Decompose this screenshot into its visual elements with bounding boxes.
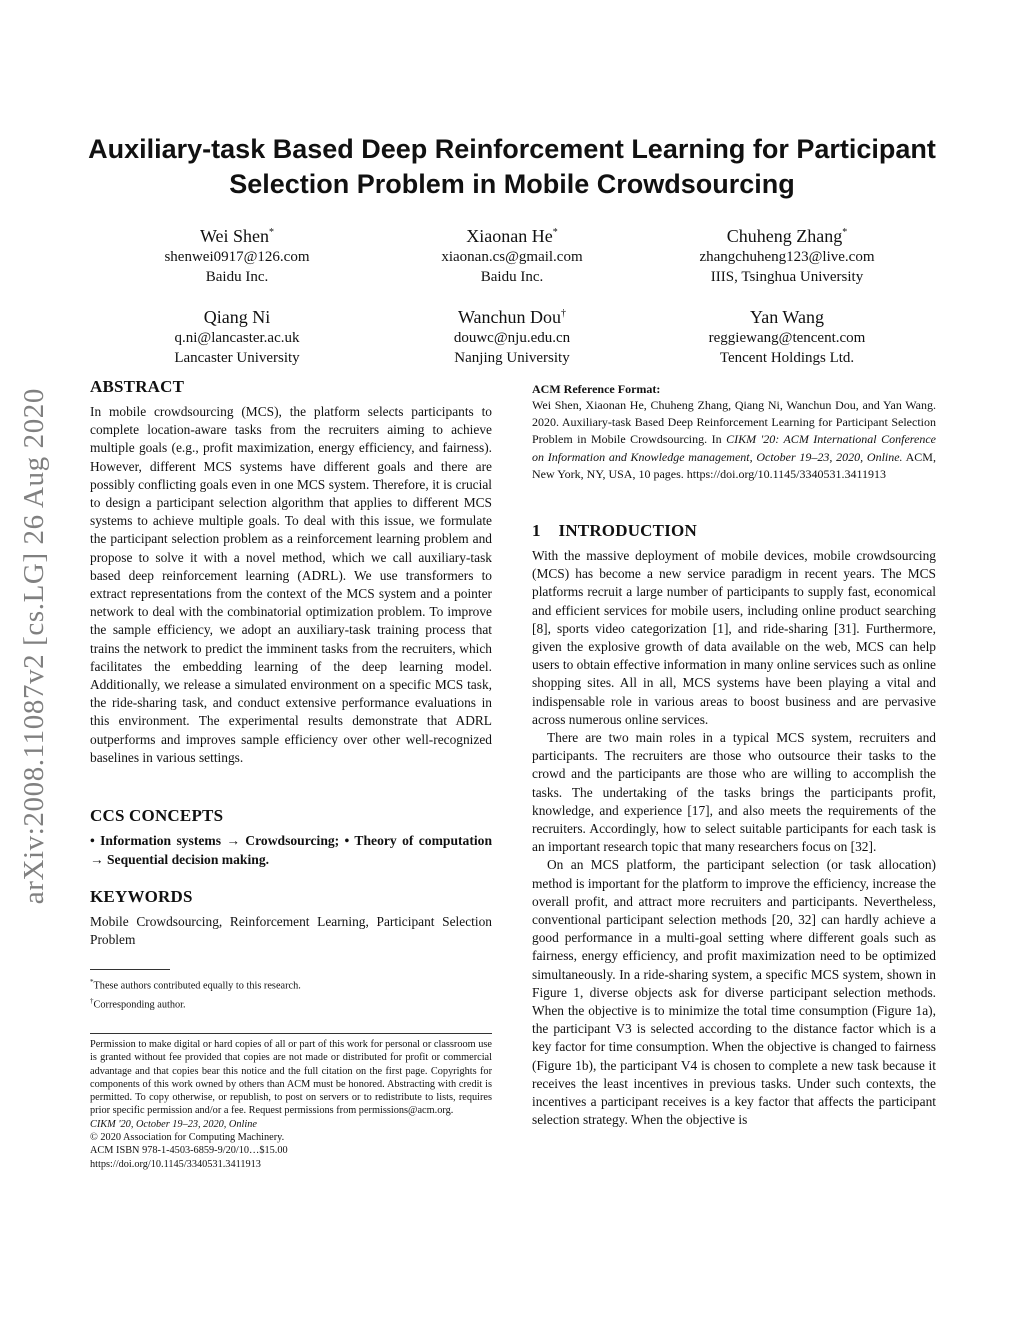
paper-title: Auxiliary-task Based Deep Reinforcement Learning for Participant Selection Problem in Mobile Crowdsourcing	[88, 134, 936, 199]
permission-rule	[90, 1033, 492, 1034]
doi-link[interactable]: https://doi.org/10.1145/3340531.3411913	[90, 1158, 261, 1170]
footnote-corresponding: Corresponding author.	[93, 999, 186, 1011]
author-block	[87, 303, 387, 368]
author-mark: †	[561, 308, 567, 319]
footnotes	[90, 975, 492, 1013]
ccs-text: • Information systems → Crowdsourcing; • Theory of computation → Sequential decision making.	[90, 833, 492, 867]
author-block	[637, 222, 937, 287]
author-name: Yan Wang	[750, 307, 824, 327]
ccs-heading: CCS CONCEPTS	[90, 806, 224, 825]
author-name: Chuheng Zhang	[726, 226, 843, 246]
author-name: Wanchun Dou	[457, 307, 562, 327]
author-block	[87, 222, 387, 287]
isbn-line: ACM ISBN 978-1-4503-6859-9/20/10…$15.00	[90, 1145, 288, 1157]
acm-reference	[532, 381, 936, 483]
author-email: reggiewang@tencent.com	[708, 330, 866, 346]
arxiv-stamp	[14, 350, 54, 942]
author-name: Qiang Ni	[203, 307, 271, 327]
author-email: zhangchuheng123@live.com	[699, 249, 875, 265]
author-mark: *	[269, 227, 275, 238]
introduction-section	[532, 521, 936, 1130]
author-email: xiaonan.cs@gmail.com	[441, 249, 583, 265]
author-name: Xiaonan He	[466, 226, 553, 246]
venue-line: CIKM '20, October 19–23, 2020, Online	[90, 1118, 257, 1130]
permission-text: Permission to make digital or hard copies of all or part of this work for personal or classroom use is granted without fee provided that copies are not made or distributed for profit or commercial advantage and that copies bear this notice and the full citation on the first page. Copyrights for components of this work owned by others than ACM must be honored. Abstracting with credit is permitted. To copy otherwise, or republish, to post on servers or to redistribute to lists, requires prior specific permission and/or a fee. Request permissions from permissions@acm.org.	[90, 1039, 492, 1117]
author-mark: *	[842, 227, 848, 238]
author-affiliation: Baidu Inc.	[480, 269, 544, 285]
keywords-section	[90, 887, 492, 949]
author-affiliation: IIIS, Tsinghua University	[710, 269, 864, 285]
author-email: q.ni@lancaster.ac.uk	[174, 330, 300, 346]
abstract-section	[90, 377, 492, 767]
intro-paragraph: There are two main roles in a typical MCS system, recruiters and participants. The recruiters are those who outsource their tasks to the crowd and the participants are those who are willing to accomplish the tasks. The undertaking of the tasks brings the participants profit, knowledge, and experience [17], and also meets the requirements of the recruiters. Accordingly, how to select suitable participants for each task is an important research topic that many researchers focus on [32].	[532, 730, 936, 855]
copyright-line: © 2020 Association for Computing Machinery.	[90, 1132, 285, 1144]
keywords-text: Mobile Crowdsourcing, Reinforcement Learning, Participant Selection Problem	[90, 914, 492, 948]
author-affiliation: Baidu Inc.	[205, 269, 269, 285]
footnote-equal: These authors contributed equally to this research.	[93, 980, 301, 992]
author-block	[362, 303, 662, 368]
intro-paragraph: On an MCS platform, the participant selection (or task allocation) method is important for the platform to improve the efficiency, increase the overall profit, and attract more recruiters and participants. Nevertheless, conventional participant selection methods [20, 32] can hardly achieve a good performance in a multi-goal setting where different goals such as fairness, energy efficiency, and profit maximization need to be optimized simultaneously. In a ride-sharing system, a specific MCS system, shown in Figure 1, diverse objects ask for diverse participant selection methods. When the objective is to minimize the total time consumption (Figure 1a), the participant V3 is selected according to the distance factor which is a key factor for time consumption. When the objective is changed to fairness (Figure 1b), the participant V4 is chosen to complete a new task because it receives the least incentives in previous tasks. Under such contexts, the incentives a participant receives is a key factor that affects the participant selection strategy. When the objective is	[532, 857, 936, 1128]
acm-reference-text: Wei Shen, Xiaonan He, Chuheng Zhang, Qiang Ni, Wanchun Dou, and Yan Wang. 2020. Auxiliary-task Based Deep Reinforcement Learning for Participant Selection Problem in Mobile Crowdsourcing. In CIKM '20: ACM International Conference on Information and Knowledge management, October 19–23, 2020, Online. ACM, New York, NY, USA, 10 pages. https://doi.org/10.1145/3340531.3411913	[532, 398, 936, 481]
author-email: douwc@nju.edu.cn	[453, 330, 571, 346]
abstract-text: In mobile crowdsourcing (MCS), the platform selects participants to complete location-aware tasks from the recruiters aiming to achieve multiple goals (e.g., profit maximization, energy efficiency, and fairness). However, different MCS systems have different goals and there are possibly conflicting goals even in one MCS system. Therefore, it is crucial to design a participant selection algorithm that applies to different MCS systems to achieve multiple goals. To deal with this issue, we formulate the participant selection problem as a reinforcement learning problem and propose to solve it with a novel method, which we call auxiliary-task based deep reinforcement learning (ADRL). We use transformers to extract representations from the context of the MCS system and a pointer network to deal with the combinatorial optimization problem. To improve the sample efficiency, we adopt an auxiliary-task training process that trains the network to predict the imminent tasks from the recruiters, which facilitates the embedding learning of the deep learning model. Additionally, we release a simulated environment on a specific MCS task, the ride-sharing task, and conduct extensive performance evaluations in this environment. The experimental results demonstrate that ADRL outperforms and improves sample efficiency over other well-recognized baselines in various settings.	[90, 404, 492, 765]
acm-reference-heading: ACM Reference Format:	[532, 382, 661, 396]
permission-block	[90, 1038, 492, 1171]
abstract-heading: ABSTRACT	[90, 377, 185, 396]
footnote-mark: *	[90, 978, 94, 986]
footnote-rule	[90, 969, 170, 970]
arxiv-stamp-text: arXiv:2008.11087v2 [cs.LG] 26 Aug 2020	[17, 387, 50, 905]
author-affiliation: Tencent Holdings Ltd.	[719, 350, 855, 366]
introduction-heading: 1 INTRODUCTION	[532, 521, 697, 540]
footnote-mark: †	[90, 996, 94, 1005]
author-affiliation: Lancaster University	[174, 350, 300, 366]
author-email: shenwei0917@126.com	[164, 249, 310, 265]
author-mark: *	[552, 227, 558, 238]
ccs-section	[90, 806, 492, 869]
keywords-heading: KEYWORDS	[90, 887, 193, 906]
author-affiliation: Nanjing University	[454, 350, 570, 366]
author-name: Wei Shen	[199, 226, 270, 246]
intro-paragraph: With the massive deployment of mobile devices, mobile crowdsourcing (MCS) has become a new service paradigm in recent years. The MCS platforms recruit a large number of participants to supply fast, economical and efficient services for mobile users, including online product searching [8], sports video categorization [1], and ride-sharing [31]. Furthermore, given the explosive growth of data available on the web, MCS can help users to obtain effective information in many online services such as online shopping sites. All in all, MCS systems have been playing a vital and indispensable role in various areas to boost business and are pervasive across numerous online services.	[532, 548, 936, 727]
author-block	[637, 303, 937, 368]
author-block	[362, 222, 662, 287]
